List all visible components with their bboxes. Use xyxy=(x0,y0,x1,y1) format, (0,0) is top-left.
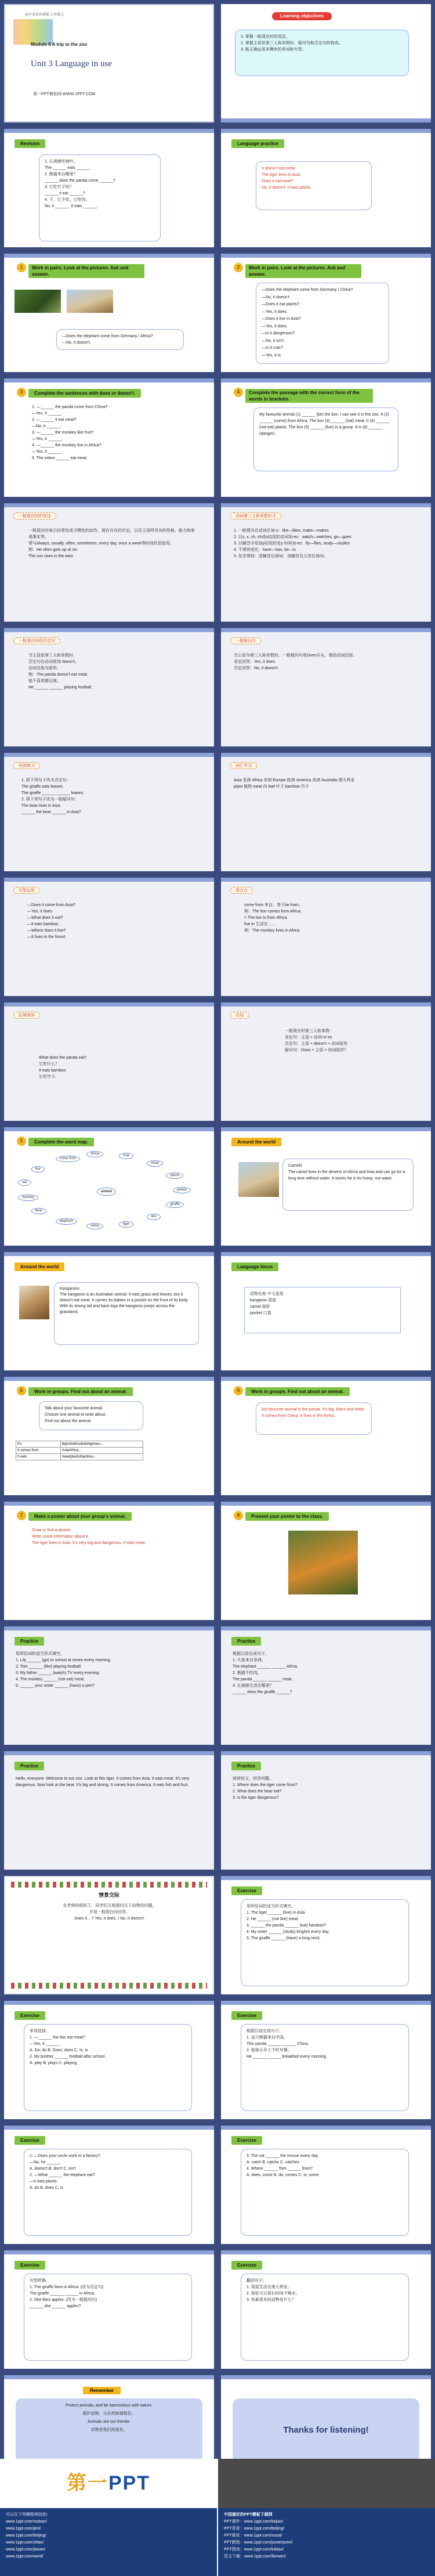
top-band xyxy=(221,2375,431,2379)
dialogue-box: —Does the elephant come from Germany / China? —No, it doesn't. —Does it eat plants? —Yes, it does. —Does it live in Asia? —Yes, it does. —Is it dangerous? —No, it isn't. —Is it cute? —Yes, it is. xyxy=(256,283,389,364)
camel-text: Camels The camel lives in the deserts of Africa and Asia and can go for a long time without water. It stores fat in its hump, not water. xyxy=(282,1159,414,1211)
top-band xyxy=(221,503,431,507)
flower-border-top xyxy=(11,1882,207,1888)
slide-group-work-2[interactable] xyxy=(221,1377,431,1495)
grammar-note: 一般疑问句 xyxy=(230,637,261,644)
top-band xyxy=(4,2375,214,2379)
activity-number: 5 xyxy=(17,1137,26,1146)
exercise-box: 翻译句子。 1. 袋鼠生活在澳大利亚。 2. 骆驼可以很长时间不喝水。 3. 你最喜欢的动物是什么？ xyxy=(241,2274,409,2361)
slide-activity-3[interactable] xyxy=(4,378,214,497)
grammar-text: 1. 将下列句子改为否定句： The giraffe eats leaves. The giraffe ______ ______ leaves. 2. 将下列句子改为一般疑问句： The bear lives in Asia. ______ the bear ______ in Asia? xyxy=(21,778,85,814)
top-band xyxy=(221,628,431,632)
word-map-oval: plants xyxy=(166,1172,183,1179)
remember-box: Protect animals, and be harmonious with nature. 保护动物，与自然和谐相处。 Animals are our friends. 动物是我们的朋友。 xyxy=(16,2398,202,2462)
word-map-oval: eat xyxy=(18,1179,31,1186)
series-label: 初中英语外研版 七年级上 xyxy=(25,13,64,17)
slide-exercise-3[interactable] xyxy=(221,2001,431,2119)
top-band xyxy=(221,129,431,133)
unit-title: Unit 3 Language in use xyxy=(31,59,112,68)
top-band xyxy=(221,1876,431,1880)
info-table: It's big/small/cute/dangerous... It comes from Asia/Africa... It eats meat/plants/bamboo... xyxy=(16,1441,143,1460)
slide-grammar-5[interactable] xyxy=(4,753,214,871)
top-band xyxy=(4,2126,214,2130)
grammar-text: 当主语为第三人称单数时，一般疑问句用Does开头，谓语动词还原。 肯定回答：Yes, it does. 否定回答：No, it doesn't. xyxy=(234,654,357,670)
practice-tag: Practice xyxy=(14,1637,44,1646)
slide-practice-4[interactable] xyxy=(221,1751,431,1870)
grammar-note: 巩固练习 xyxy=(13,762,40,769)
word-map-oval: tiger xyxy=(119,1221,134,1228)
top-band xyxy=(4,1626,214,1630)
practice-tag: Practice xyxy=(231,1637,261,1646)
slide-exercise-2[interactable] xyxy=(4,2001,214,2119)
word-map-oval: come from xyxy=(56,1156,80,1162)
slide-language-focus[interactable] xyxy=(221,1252,431,1370)
top-band xyxy=(4,1252,214,1256)
poster-instructions: Draw or find a picture. Write some information about it. The tiger lives in Asia. It's very big and dangerous. It eats meat. xyxy=(32,1528,146,1545)
top-band xyxy=(221,2250,431,2254)
slide-objectives[interactable] xyxy=(221,4,431,122)
slide-poster[interactable] xyxy=(4,1502,214,1620)
revision-box: 1. 长颈鹿吃树叶。 The ______ eats ______. 2. 熊猫来自哪里？ ______ does the panda come ______? 3. 它吃竹子吗？ ______ it eat ______? 4. 不，它不吃。它吃肉。 No, it ______. It eats ______. xyxy=(39,154,161,241)
around-world-tag: Around the world xyxy=(14,1262,64,1271)
exercise-box: 单项选择。 1. —______ the lion eat meat? —Yes, it ______. A. Do; do B. Does; does C. Is; is 2. My brother ______ football after school. A. play B. plays C. playing xyxy=(24,2024,192,2111)
grammar-text: —Does it come from Asia? —Yes, it does. —What does it eat? —It eats bamboo. —Where does it live? —It lives in the forest. xyxy=(27,903,75,939)
activity-tag: Work in groups. Find out about an animal. xyxy=(245,1387,350,1396)
slide-grammar-2[interactable] xyxy=(221,503,431,622)
grammar-note: 一般现在时的否定句 xyxy=(13,637,60,644)
slide-word-map[interactable] xyxy=(4,1127,214,1246)
slide-exercise-6[interactable] xyxy=(4,2250,214,2369)
grammar-text: 一般现在时表示经常性或习惯性的动作，现在存在的状态，以及主语所具有的性格、能力和客观事实等。 常与always, usually, often, sometimes, every day, once a week等时间状语连用。 例：He often gets up at six. The sun rises in the east. xyxy=(28,529,195,558)
footer-links-left[interactable]: 可以在下列模板网找到： www.1ppt.com/moban/ www.1ppt.com/jieri/ www.1ppt.com/beijing/ www.1ppt.com/ziliao/ www.1ppt.com/jiaoan/ www.1ppt.com/word/ xyxy=(0,2508,217,2576)
activity-number: 6 xyxy=(234,1386,243,1395)
slide-activity-4[interactable] xyxy=(221,378,431,497)
exercise-box: 1. —Does your uncle work in a factory? —No, he ______. A. doesn't B. don't C. isn't 2. —What ______ the elephant eat? —It eats plants. A. do B. does C. is xyxy=(24,2149,192,2236)
around-world-tag: Around the world xyxy=(231,1138,281,1146)
slide-grammar-9[interactable] xyxy=(4,1002,214,1121)
top-band xyxy=(4,628,214,632)
top-band xyxy=(4,254,214,258)
slide-practice-3[interactable] xyxy=(4,1751,214,1870)
animal-photo-1 xyxy=(14,290,61,313)
grammar-note: 动词第三人称单数形式 xyxy=(230,513,281,519)
passage-box: My favourite animal (1) ______ (be) the lion. I can see it in the zoo. It (2) ______ (come) from Africa. The lion (3) ______ (eat) meat. It (4) ______ (not eat) plants. The lion (5) ______ (live) in a group. It is (6) ______ (danger). xyxy=(253,407,398,471)
exercise-tag: Exercise xyxy=(231,2261,262,2270)
top-band xyxy=(4,378,214,383)
bottom-band xyxy=(221,118,431,122)
slide-activity-1[interactable] xyxy=(4,254,214,372)
top-band xyxy=(4,503,214,507)
top-band xyxy=(221,1502,431,1506)
footer-grey-panel xyxy=(218,2459,435,2508)
activity-number: 6 xyxy=(17,1386,26,1395)
grammar-note: 语言点 xyxy=(230,887,253,894)
top-band xyxy=(4,753,214,757)
slide-grammar-8[interactable] xyxy=(221,878,431,996)
activity-tag: Work in pairs. Look at the pictures. Ask and answer. xyxy=(28,264,144,278)
question-box: —Does the elephant come from Germany / Africa? —No, it doesn't. xyxy=(56,329,184,350)
slide-exercise-7[interactable] xyxy=(221,2250,431,2369)
slide-grammar-1[interactable] xyxy=(4,503,214,622)
top-band xyxy=(4,1377,214,1381)
logo-part-b: PPT xyxy=(108,2472,151,2494)
top-band xyxy=(4,1751,214,1755)
slide-grammar-10[interactable] xyxy=(221,1002,431,1121)
slide-situational-dialogue[interactable] xyxy=(4,1876,214,1994)
practice-text: Hello, everyone. Welcome to our zoo. Look at this tiger. It comes from Asia. It eats meat. It's very dangerous. Now look at the bear. It's big and strong. It comes from America. It eats fish and fruit. xyxy=(16,1777,190,1787)
exercise-tag: Exercise xyxy=(14,2136,45,2145)
activity-tag: Present your poster to the class. xyxy=(245,1512,329,1521)
tiger-photo xyxy=(288,1531,358,1594)
word-map-center: animal xyxy=(97,1188,116,1196)
logo-part-a: 第一 xyxy=(66,2472,108,2494)
kangaroo-text: Kangaroos The kangaroo is an Australian animal. It eats grass and leaves, but it doesn't eat meat. It carries its babies in a pocket on the front of its body. With its strong tail and back legs the kangaroo jumps across the grassland. xyxy=(54,1282,199,1345)
slide-language-practice[interactable] xyxy=(221,129,431,247)
grammar-note: 拓展阅读 xyxy=(13,1012,40,1019)
grammar-text: What does the panda eat? 它吃什么？ It eats bamboo. 它吃竹子。 xyxy=(39,1056,87,1079)
practice-text: 阅读短文，回答问题。 1. Where does the tiger come from? 2. What does the bear eat? 3. Is the tiger dangerous? xyxy=(233,1777,298,1800)
exercise-box: 用所给词的适当形式填空。 1. The tiger ______ (live) in Asia. 2. He ______ (not like) meat. 3. ______ the panda ______ (eat) bamboo? 4. My sister ______ (study) English every day. 5. The giraffe ______ (have) a long neck. xyxy=(241,1899,409,1986)
remember-heading: Remember xyxy=(83,2387,121,2394)
activity-number: 3 xyxy=(17,388,26,397)
flower-border-bottom xyxy=(11,1983,207,1989)
exercise-tag: Exercise xyxy=(231,2136,262,2145)
word-map-oval: giraffe xyxy=(166,1202,184,1208)
activity-tag: Complete the sentences with does or doesn't. xyxy=(28,389,141,398)
footer-right-heading: 中国最好的PPT模板下载网 xyxy=(224,2513,273,2517)
slide-grammar-6[interactable] xyxy=(221,753,431,871)
word-map-oval: live xyxy=(31,1166,45,1172)
exercise-tag: Exercise xyxy=(14,2261,45,2270)
word-map-oval: bear xyxy=(31,1208,46,1214)
word-map-oval: lion xyxy=(147,1214,160,1220)
slide-practice-1[interactable] xyxy=(4,1626,214,1745)
dialogue-text: 在老师的组织下，同学们互相提问关于动物的问题， 并用一般现在时回答。 Does it ...? Yes, it does. / No, it doesn't. xyxy=(63,1904,157,1921)
exercise-box: 根据汉语完成句子。 1. 这只熊猫来自中国。 This panda ______ ______ China. 2. 他每天早上不吃早餐。 He ______ ______ breakfast every morning. xyxy=(241,2024,409,2111)
practice-text: 用所给词的适当形式填空。 1. Lily ______ (go) to school at seven every morning. 2. Tom ______ (like) playing football. 3. My father ______ (watch) TV every evening. 4. The monkey ______ (not eat) meat. 5. ______ your sister ______ (have) a pen? xyxy=(16,1652,111,1688)
top-band xyxy=(4,1127,214,1131)
activity-tag: Complete the passage with the correct form of the words in brackets. xyxy=(245,389,373,403)
exercise-tag: Exercise xyxy=(14,2011,45,2020)
language-practice-box: It doesn't eat meat. The tiger lives in Asia. Does it eat meat? No, it doesn't. It eats plants. xyxy=(256,161,372,210)
activity-number: 2 xyxy=(234,263,243,272)
activity-tag: Make a poster about your group's animal. xyxy=(28,1512,132,1521)
objectives-heading: Learning objectives xyxy=(272,12,332,20)
activity-tag: Work in pairs. Look at the pictures. Ask and answer. xyxy=(245,264,361,278)
practice-tag: Practice xyxy=(231,1762,261,1770)
activity-tag: Work in groups. Find out about an animal. xyxy=(28,1387,133,1396)
slide-practice-2[interactable] xyxy=(221,1626,431,1745)
word-map-oval: Africa xyxy=(86,1151,103,1157)
activity-number: 7 xyxy=(17,1511,26,1520)
task-box: Talk about your favourite animal. Choose one animal to write about. Find out about the animal. xyxy=(39,1401,143,1430)
footer-ad xyxy=(0,2459,435,2576)
top-band xyxy=(4,2250,214,2254)
thanks-title: Thanks for listening! xyxy=(283,2425,369,2435)
activity-number: 1 xyxy=(17,263,26,272)
word-map-oval: elephant xyxy=(56,1218,77,1225)
footer-credit: 第一PPT模板网-WWW.1PPT.COM xyxy=(33,92,96,96)
grammar-note: 总结 xyxy=(230,1012,249,1019)
grammar-note: 一般现在时的用法 xyxy=(13,513,56,519)
top-band xyxy=(4,878,214,882)
top-band xyxy=(221,1252,431,1256)
exercise-box: 3. The cat ______ the mouse every day. A. catch B. catchs C. catches 4. Where ______ Tom ______ from? A. does; come B. do; comes C. is; come xyxy=(241,2149,409,2236)
objectives-list: 1. 掌握一般现在时的用法。 2. 掌握主语是第三人称单数时，疑问句和否定句的构成。 3. 能正确运用本模块的单词和句型。 xyxy=(235,30,409,76)
top-band xyxy=(4,1002,214,1006)
exercise-tag: Exercise xyxy=(231,1886,262,1895)
exercise-tag: Exercise xyxy=(231,2011,262,2020)
footer-links-right[interactable] xyxy=(218,2508,435,2576)
word-map-oval: meat xyxy=(147,1160,162,1167)
top-band xyxy=(221,378,431,383)
camel-photo xyxy=(238,1162,279,1197)
grammar-text: come from 来自，等于be from。 例：The lion comes from Africa. = The lion is from Africa. live in 生活在…… 例：The monkey lives in Africa. xyxy=(244,903,303,933)
top-band xyxy=(221,2001,431,2005)
top-band xyxy=(221,2126,431,2130)
footer-right-links[interactable]: PPT课件：www.1ppt.com/kejian/ PPT背景：www.1ppt.com/beijing/ PPT素材：www.1ppt.com/sucai/ PPT教程：www.1ppt.com/powerpoint/ PPT图表：www.1ppt.com/tubiao/ 范文下载：www.1ppt.com/fanwen/ xyxy=(224,2520,293,2559)
top-band xyxy=(4,1502,214,1506)
slide-group-work-1[interactable] xyxy=(4,1377,214,1495)
kangaroo-photo xyxy=(19,1286,49,1319)
slide-exercise-1[interactable] xyxy=(221,1876,431,1994)
activity-number: 4 xyxy=(234,388,243,397)
slide-exercise-5[interactable] xyxy=(221,2126,431,2244)
word-map-oval: zebra xyxy=(86,1223,103,1229)
grammar-text: 当主语是第三人称单数时， 否定句在动词前加 doesn't， 动词还原为原形。 例：The panda doesn't eat meat. 他不喜欢踢足球。 He ______ ______ playing football. xyxy=(28,654,93,690)
top-band xyxy=(221,753,431,757)
grammar-text: Asia 亚洲 Africa 非洲 Europe 欧洲 America 美洲 Australia 澳大利亚 plant 植物 meat 肉 leaf 叶子 bamboo 竹子 xyxy=(234,778,355,789)
animal-photo-2 xyxy=(67,290,113,313)
top-band xyxy=(221,1377,431,1381)
top-band xyxy=(4,2001,214,2005)
top-band xyxy=(221,1002,431,1006)
word-map-oval: monkey xyxy=(18,1195,38,1201)
word-map-oval: Asia xyxy=(119,1153,134,1159)
slide-around-the-world-kangaroos[interactable] xyxy=(4,1252,214,1370)
practice-text: 根据汉语完成句子。 1. 大象来自非洲。 The elephant ______ ______ Africa. 2. 熊猫不吃肉。 The panda ______ ______ meat. 3. 长颈鹿生活在哪里？ ______ does the giraffe ______? xyxy=(233,1652,298,1694)
sample-answer: My favourite animal is the panda. It's big, black and white. It comes from China. It lives in the forest. xyxy=(256,1402,372,1435)
activity-number: 8 xyxy=(234,1511,243,1520)
slide-grammar-3[interactable] xyxy=(4,628,214,746)
grammar-text: 1. 一般情况在动词后加-s：like—likes, make—makes 2. 以s, x, ch, sh或o结尾的动词加-es：watch—watches, go—goes 3. 以辅音字母加y结尾的变y为i再加-es：fly—flies, study—studies 4. 不规则变化：have—has, be—is 5. 发音规则：清辅音后读/s/，浊辅音及元音后读/z/。 xyxy=(234,529,351,558)
grammar-note: 词汇学习 xyxy=(230,762,257,769)
dialogue-title: 情景交际 xyxy=(98,1892,119,1898)
slide-around-the-world-camels[interactable] xyxy=(221,1127,431,1246)
grammar-note: 句型运用 xyxy=(13,887,40,894)
top-band xyxy=(4,129,214,133)
language-practice-tag: Language practice xyxy=(231,139,284,148)
slide-grammar-4[interactable] xyxy=(221,628,431,746)
exercise-box: 句型转换。 1. The giraffe lives in Africa. (改为否定句) The giraffe ______ ______ in Africa. 2. She likes apples. (改为一般疑问句) ______ she ______ apples? xyxy=(24,2274,192,2361)
word-map-oval: panda xyxy=(173,1187,191,1193)
language-focus-tag: Language focus xyxy=(231,1262,278,1271)
exercise-lines: 1. —______ the panda come from China? —Yes, it ______. 2. —______ it eat meat? —No, it ______. 3. —______ the monkey like fruit? —Yes, it ______. 4. —______ the monkey live in Africa? —Yes, it ______. 5. The zebra ______ eat meat. xyxy=(32,405,108,460)
slide-exercise-4[interactable] xyxy=(4,2126,214,2244)
top-band xyxy=(221,1127,431,1131)
slide-activity-2[interactable] xyxy=(221,254,431,372)
slide-revision[interactable] xyxy=(4,129,214,247)
slide-title[interactable] xyxy=(4,4,214,122)
revision-tag: Revision xyxy=(14,139,45,148)
slide-present-poster[interactable] xyxy=(221,1502,431,1620)
module-subtitle: Module 6 A trip to the zoo xyxy=(31,42,88,47)
language-focus-table: 动物名称 中文意思 kangaroo 袋鼠 camel 骆驼 pocket 口袋 xyxy=(244,1287,401,1333)
slide-grammar-7[interactable] xyxy=(4,878,214,996)
top-band xyxy=(221,1751,431,1755)
top-band xyxy=(221,878,431,882)
grammar-text: 一般现在时第三人称单数： 肯定句：主语 + 动词-s/-es 否定句：主语 + doesn't + 动词原形 疑问句：Does + 主语 + 动词原形？ xyxy=(285,1029,349,1052)
practice-tag: Practice xyxy=(14,1762,44,1770)
slide-grid xyxy=(4,4,431,2494)
activity-tag: Complete the word map. xyxy=(28,1138,94,1146)
top-band xyxy=(221,254,431,258)
top-band xyxy=(221,1626,431,1630)
site-logo[interactable] xyxy=(0,2459,217,2508)
